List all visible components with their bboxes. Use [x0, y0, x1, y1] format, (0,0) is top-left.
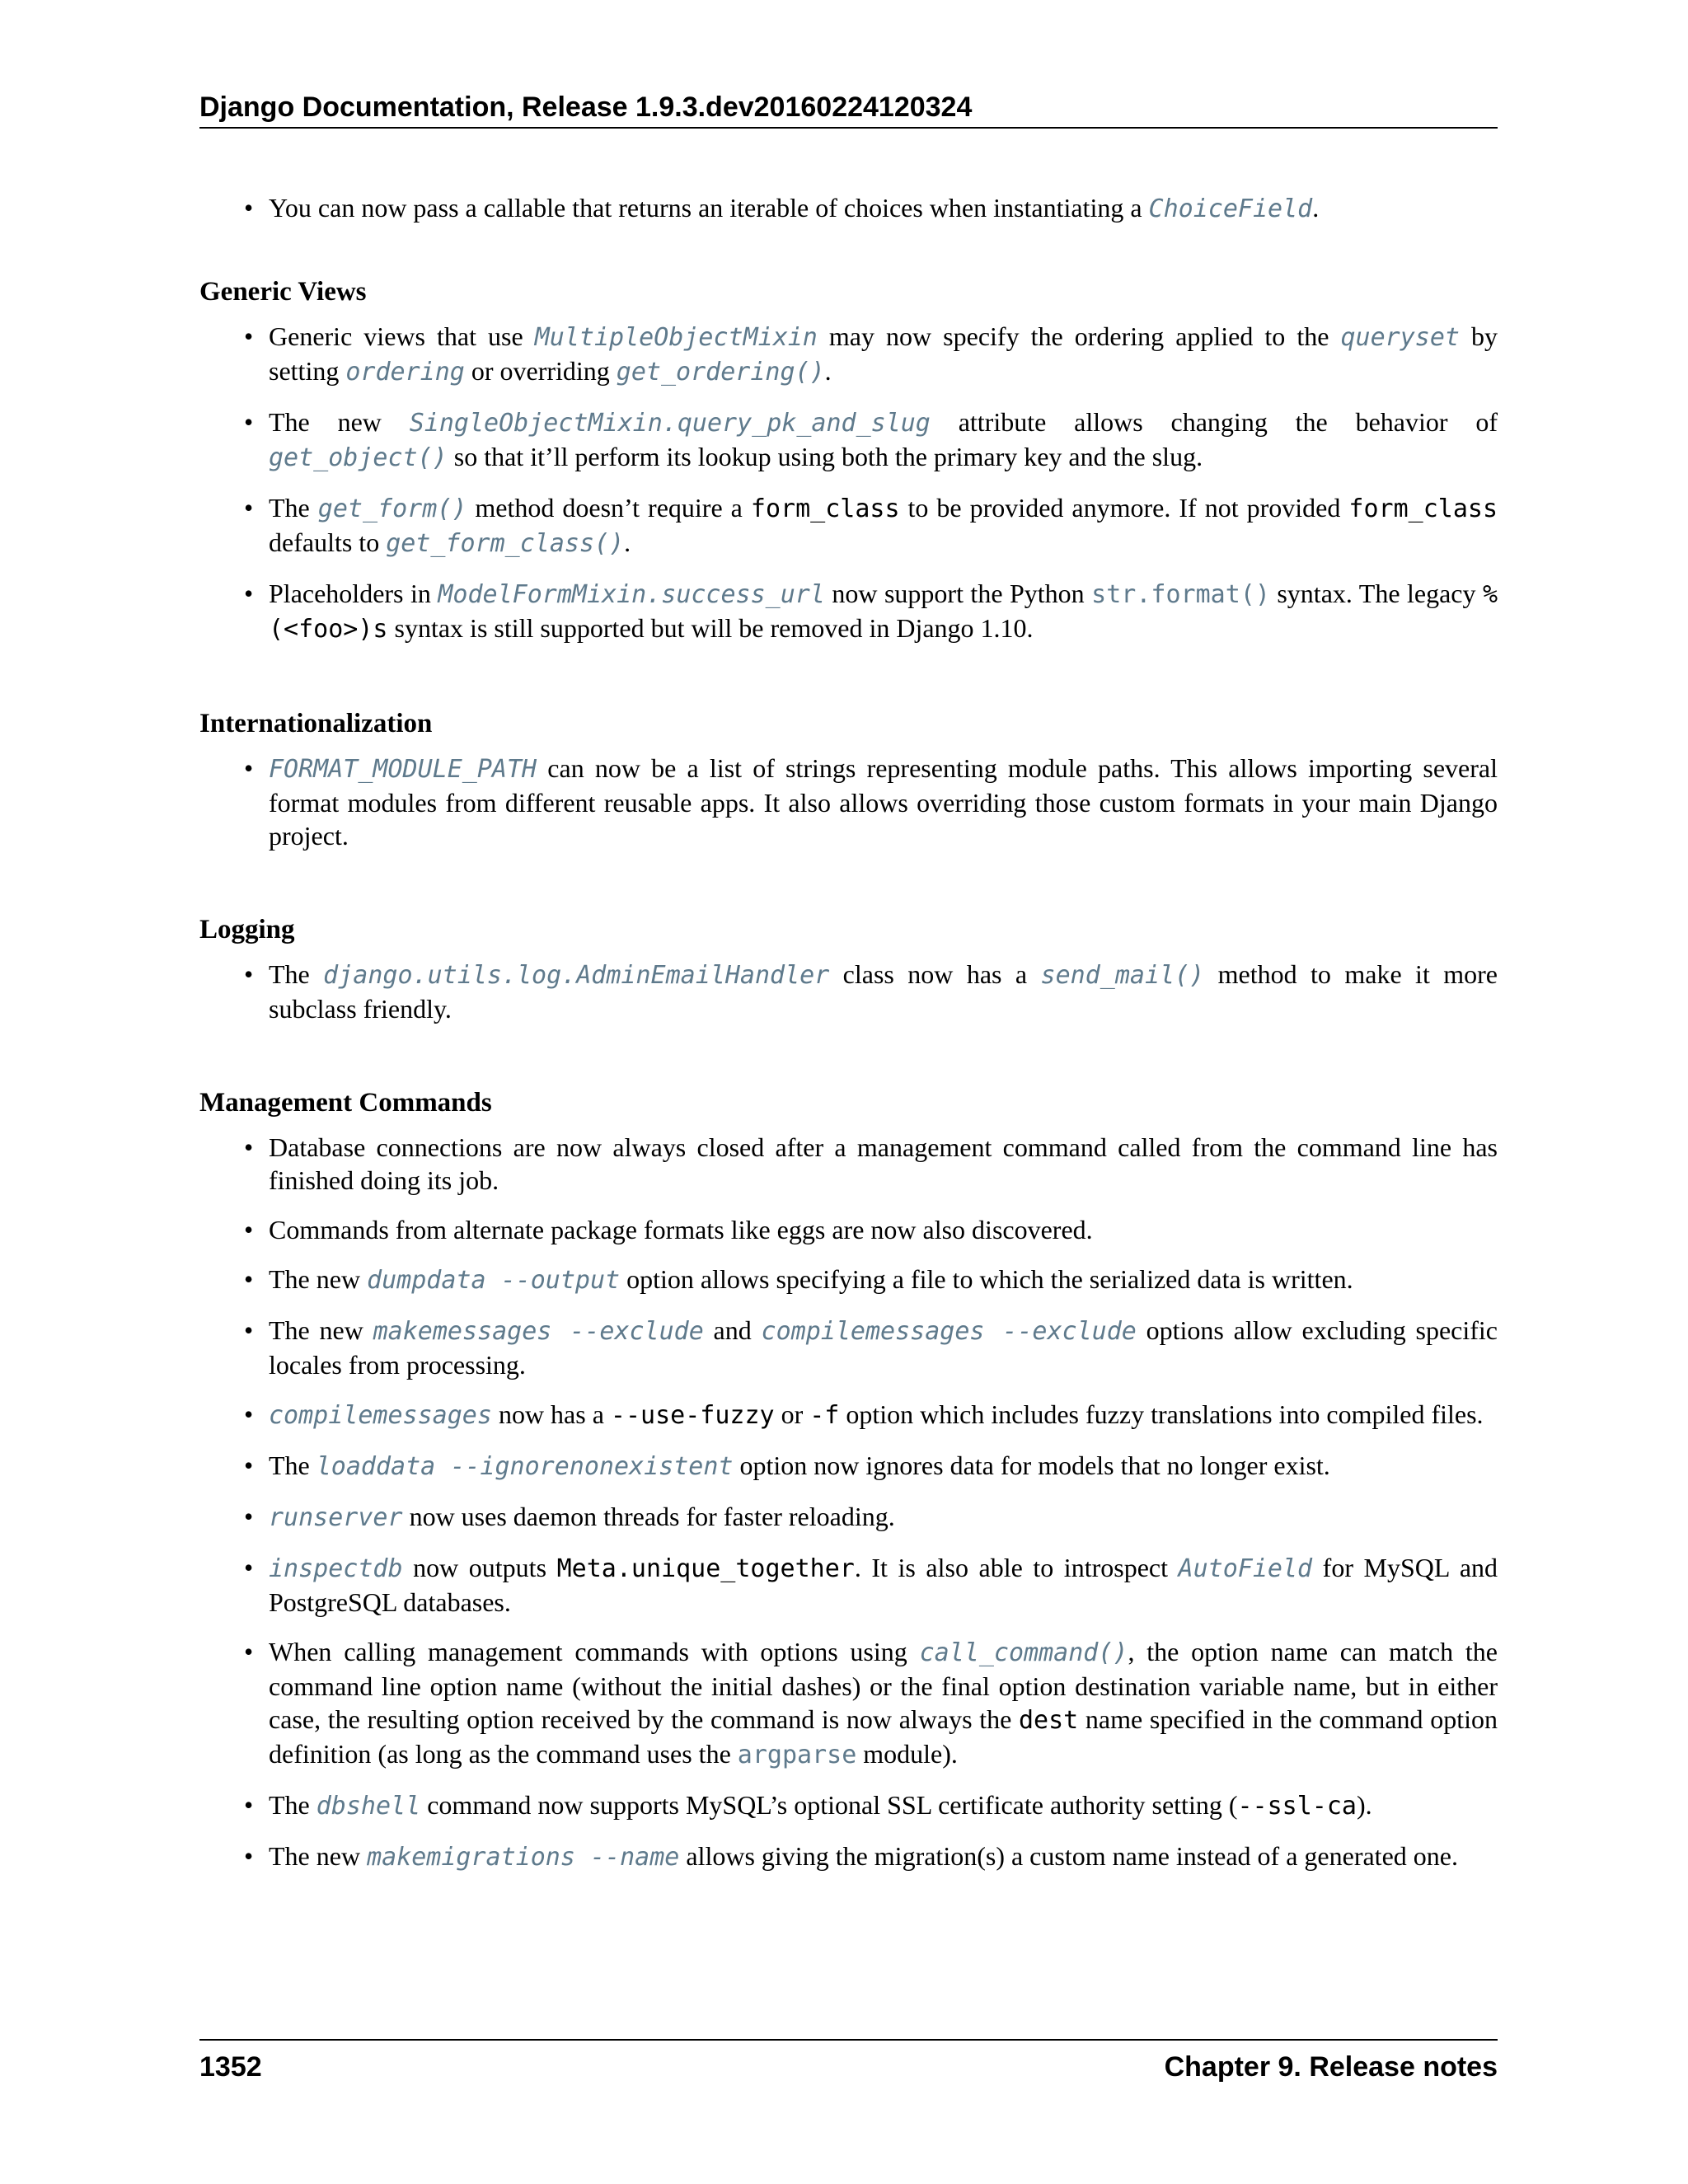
text: command now supports MySQL’s optional SSL certificate authority setting (	[420, 1790, 1238, 1820]
get-form-link[interactable]: get_form()	[317, 494, 467, 523]
text: The	[269, 1790, 316, 1820]
chapter-title: Chapter 9. Release notes	[1164, 2051, 1498, 2083]
inline-code: dest	[1019, 1706, 1079, 1735]
list-item	[199, 405, 1498, 475]
list-item	[199, 1449, 1498, 1483]
get-form-class-link[interactable]: get_form_class()	[386, 529, 625, 558]
format-module-path-link[interactable]: FORMAT_MODULE_PATH	[269, 755, 537, 784]
text: Database connections are now always closed after a management command called from the command line has finished doing its job.	[269, 1132, 1498, 1195]
list-item	[199, 1635, 1498, 1772]
runserver-link[interactable]: runserver	[269, 1503, 403, 1532]
text: and	[703, 1315, 762, 1345]
text: .	[1312, 193, 1320, 223]
list-item	[199, 1551, 1498, 1619]
ordering-link[interactable]: ordering	[345, 358, 465, 387]
get-object-link[interactable]: get_object()	[269, 443, 448, 472]
list-item	[199, 1788, 1498, 1823]
text: The	[269, 493, 318, 523]
text: to be provided anymore. If not provided	[899, 493, 1349, 523]
admin-email-handler-link[interactable]: django.utils.log.AdminEmailHandler	[323, 961, 830, 990]
loaddata-ignorenonexistent-link[interactable]: loaddata --ignorenonexistent	[316, 1452, 734, 1481]
text: The new	[269, 1264, 368, 1294]
get-ordering-link[interactable]: get_ordering()	[616, 358, 825, 387]
text: options allow excluding specific locales from processing.	[269, 1315, 1498, 1380]
text: method doesn’t require a	[467, 493, 751, 523]
list-item	[199, 1500, 1498, 1535]
compilemessages-link[interactable]: compilemessages	[269, 1401, 492, 1430]
page-number: 1352	[199, 2051, 262, 2083]
section-heading-management-commands: Management Commands	[199, 1088, 492, 1118]
success-url-link[interactable]: ModelFormMixin.success_url	[438, 580, 825, 609]
text: attribute allows changing the behavior of	[930, 407, 1498, 437]
inline-code: --ssl-ca	[1237, 1792, 1357, 1821]
autofield-link[interactable]: AutoField	[1178, 1554, 1313, 1583]
text: can now be a list of strings representing module paths. This allows importing several format modules from different reusable apps. It also allows overriding those custom formats in your main Django project.	[269, 753, 1498, 851]
document-page	[199, 0, 1498, 2184]
text: for MySQL and PostgreSQL databases.	[269, 1553, 1498, 1617]
list-item	[199, 491, 1498, 560]
list-item	[199, 1131, 1498, 1197]
i18n-list	[199, 752, 1498, 852]
multipleobjectmixin-link[interactable]: MultipleObjectMixin	[534, 323, 818, 352]
running-header: Django Documentation, Release 1.9.3.dev20160224120324	[199, 89, 1498, 129]
text: allows giving the migration(s) a custom name instead of a generated one.	[679, 1841, 1458, 1871]
text: method to make it more subclass friendly.	[269, 959, 1498, 1024]
text: now outputs	[402, 1553, 557, 1582]
inspectdb-link[interactable]: inspectdb	[269, 1554, 403, 1583]
text: now uses daemon threads for faster reloading.	[402, 1502, 895, 1531]
inline-code: -f	[809, 1401, 840, 1430]
text: The new	[269, 407, 410, 437]
text: Generic views that use	[269, 321, 535, 351]
generic-views-list	[199, 320, 1498, 646]
text: option which includes fuzzy translations into compiled files.	[839, 1399, 1484, 1429]
list-item	[199, 320, 1498, 389]
text: class now has a	[829, 959, 1041, 989]
makemessages-exclude-link[interactable]: makemessages --exclude	[373, 1317, 704, 1346]
text: .	[624, 527, 631, 557]
text: so that it’ll perform its lookup using both the primary key and the slug.	[447, 442, 1203, 471]
makemigrations-name-link[interactable]: makemigrations --name	[367, 1843, 680, 1872]
dumpdata-output-link[interactable]: dumpdata --output	[367, 1266, 621, 1295]
logging-list	[199, 958, 1498, 1025]
list-item	[199, 1213, 1498, 1246]
inline-code: form_class	[750, 494, 900, 523]
dbshell-link[interactable]: dbshell	[316, 1792, 421, 1821]
text: .	[824, 356, 832, 386]
text: name specified in the command option definition (as long as the command uses the	[269, 1704, 1498, 1769]
text: option allows specifying a file to which the serialized data is written.	[620, 1264, 1353, 1294]
argparse-link[interactable]: argparse	[737, 1741, 857, 1769]
text: syntax is still supported but will be removed in Django 1.10.	[387, 613, 1034, 643]
list-item	[199, 1398, 1498, 1432]
text: by setting	[269, 321, 1498, 386]
text: or	[774, 1399, 810, 1429]
running-footer	[199, 2039, 1498, 2085]
list-item	[199, 1263, 1498, 1297]
inline-code: form_class	[1348, 494, 1498, 523]
management-commands-list	[199, 1131, 1498, 1874]
compilemessages-exclude-link[interactable]: compilemessages --exclude	[761, 1317, 1137, 1346]
page-content	[199, 191, 1498, 1891]
send-mail-link[interactable]: send_mail()	[1040, 961, 1205, 990]
intro-list	[199, 191, 1498, 226]
list-item	[199, 1840, 1498, 1874]
query-pk-and-slug-link[interactable]: SingleObjectMixin.query_pk_and_slug	[409, 409, 931, 438]
list-item	[199, 752, 1498, 852]
text: now support the Python	[824, 579, 1092, 608]
inline-code: Meta.unique_together	[556, 1554, 855, 1583]
text: defaults to	[269, 527, 387, 557]
text: The new	[269, 1315, 373, 1345]
section-heading-internationalization: Internationalization	[199, 709, 433, 738]
text: The	[269, 959, 324, 989]
text: may now specify the ordering applied to the	[817, 321, 1341, 351]
text: syntax. The legacy	[1269, 579, 1483, 608]
queryset-link[interactable]: queryset	[1340, 323, 1460, 352]
choicefield-link[interactable]: ChoiceField	[1148, 194, 1313, 223]
text: now has a	[491, 1399, 611, 1429]
list-item	[199, 577, 1498, 646]
text: The new	[269, 1841, 368, 1871]
inline-code: %(<foo>)s	[269, 580, 1498, 644]
list-item	[199, 1314, 1498, 1381]
text: . It is also able to introspect	[854, 1553, 1179, 1582]
text: When calling management commands with options using	[269, 1637, 920, 1666]
section-heading-generic-views: Generic Views	[199, 277, 367, 307]
call-command-link[interactable]: call_command()	[919, 1638, 1128, 1667]
text: or overriding	[464, 356, 617, 386]
text: option now ignores data for models that no longer exist.	[733, 1451, 1330, 1480]
inline-code: --use-fuzzy	[610, 1401, 775, 1430]
text: The	[269, 1451, 316, 1480]
text: , the option name can match the command line option name (without the initial dashes) or the final option destination variable name, but in either case, the resulting option received by the command is now always the	[269, 1637, 1498, 1734]
text: Placeholders in	[269, 579, 438, 608]
text: ).	[1356, 1790, 1372, 1820]
list-item	[199, 958, 1498, 1025]
text: Commands from alternate package formats like eggs are now also discovered.	[269, 1215, 1093, 1244]
str-format-link[interactable]: str.format()	[1091, 580, 1270, 609]
text: You can now pass a callable that returns an iterable of choices when instantiating a	[269, 193, 1149, 223]
list-item	[199, 191, 1498, 226]
text: module).	[856, 1739, 958, 1769]
section-heading-logging: Logging	[199, 915, 295, 944]
